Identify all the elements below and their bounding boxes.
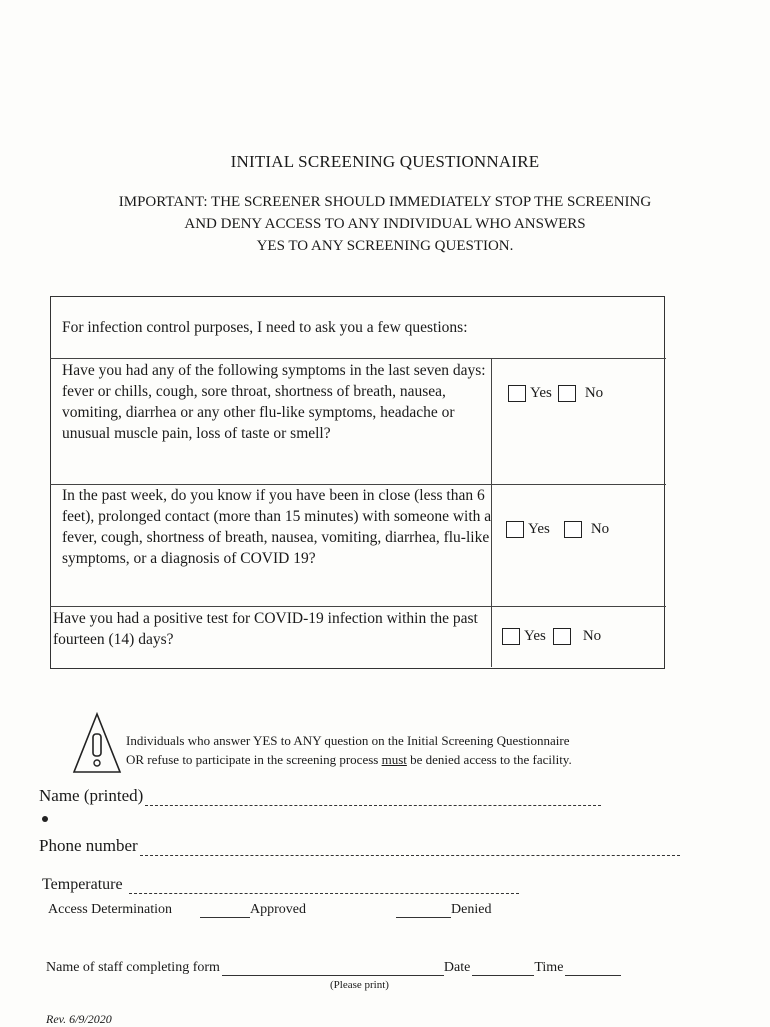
approved-label: Approved xyxy=(250,902,307,917)
staff-label: Name of staff completing form xyxy=(46,960,220,975)
question-3-yes-checkbox[interactable] xyxy=(502,628,520,645)
question-2-no-checkbox[interactable] xyxy=(564,521,582,538)
phone-field xyxy=(39,836,680,856)
access-label: Access Determination xyxy=(48,902,173,917)
no-label: No xyxy=(582,628,602,644)
no-label: No xyxy=(590,521,610,537)
warning-line-2-end: be denied access to the facility. xyxy=(406,752,572,767)
yes-label: Yes xyxy=(530,385,552,401)
question-3-text: Have you had a positive test for COVID-19 infection within the past fourteen (14) days? xyxy=(53,610,478,648)
yes-label: Yes xyxy=(524,628,546,644)
screening-table xyxy=(50,296,666,670)
warning-line-1: Individuals who answer YES to ANY question on the Initial Screening Questionnaire xyxy=(126,733,570,748)
staff-field xyxy=(46,960,621,976)
bullet-mark xyxy=(42,816,48,822)
denied-label: Denied xyxy=(451,902,492,917)
yes-label: Yes xyxy=(528,521,550,537)
temperature-label: Temperature xyxy=(42,876,123,893)
important-line-3: YES TO ANY SCREENING QUESTION. xyxy=(256,238,514,254)
question-3-no-checkbox[interactable] xyxy=(553,628,571,645)
time-input-line[interactable] xyxy=(565,965,621,976)
phone-input-line[interactable] xyxy=(140,841,680,856)
question-1-no-checkbox[interactable] xyxy=(558,385,576,402)
question-2-text: In the past week, do you know if you have been in close (less than 6 feet), prolonged contact (more than 15 minutes) with someone with a fever, cough, shortness of breath, nausea, vomiting, diarrhea, flu-like symptoms, or a diagnosis of COVID 19? xyxy=(62,487,492,567)
row-divider xyxy=(50,606,666,607)
name-label: Name (printed) xyxy=(39,786,144,805)
warning-line-2 xyxy=(126,750,572,769)
temperature-input-line[interactable] xyxy=(129,879,519,894)
revision-date: Rev. 6/9/2020 xyxy=(46,1012,112,1026)
warning-emphasis: must xyxy=(381,752,407,767)
row-divider xyxy=(50,358,666,359)
name-field xyxy=(39,786,601,806)
important-notice xyxy=(40,191,730,257)
date-label: Date xyxy=(443,960,471,975)
page-title: INITIAL SCREENING QUESTIONNAIRE xyxy=(230,152,540,171)
access-determination xyxy=(48,902,491,918)
question-1-text: Have you had any of the following symptoms in the last seven days: fever or chills, cough, sore throat, shortness of breath, nausea, vomiting, diarrhea or any other flu-like symptoms, headache or unusual muscle pain, loss of taste or smell? xyxy=(62,362,486,442)
warning-text xyxy=(126,731,572,769)
denied-input-line[interactable] xyxy=(396,907,451,918)
phone-label: Phone number xyxy=(39,836,138,855)
please-print-note: (Please print) xyxy=(330,979,389,991)
important-line-2: AND DENY ACCESS TO ANY INDIVIDUAL WHO ANSWERS xyxy=(184,216,586,232)
warning-triangle-icon xyxy=(72,712,122,774)
staff-input-line[interactable] xyxy=(222,965,444,976)
warning-line-2-start: OR refuse to participate in the screening process xyxy=(126,752,382,767)
question-3-answers xyxy=(502,628,607,645)
question-1-answers xyxy=(508,385,609,402)
time-label: Time xyxy=(534,960,564,975)
question-1-yes-checkbox[interactable] xyxy=(508,385,526,402)
no-label: No xyxy=(584,385,604,401)
temperature-field xyxy=(42,876,519,894)
important-line-1: IMPORTANT: THE SCREENER SHOULD IMMEDIATELY STOP THE SCREENING xyxy=(118,194,652,210)
name-input-line[interactable] xyxy=(145,791,601,806)
question-2-answers xyxy=(506,521,615,538)
date-input-line[interactable] xyxy=(472,965,534,976)
question-2-yes-checkbox[interactable] xyxy=(506,521,524,538)
intro-text: For infection control purposes, I need to ask you a few questions: xyxy=(62,319,468,336)
approved-input-line[interactable] xyxy=(200,907,250,918)
